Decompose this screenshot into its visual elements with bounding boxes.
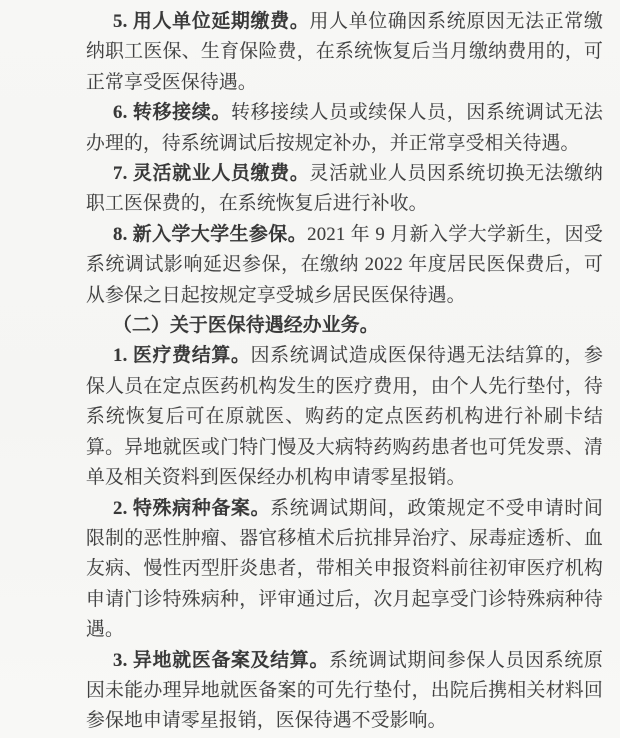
paragraph-5-lead: 5. 用人单位延期缴费。: [113, 11, 310, 32]
paragraph-2-special-disease-filing: [86, 494, 603, 646]
paragraph-8-body: 2021 年 9 月新入学大学新生，因受系统调试影响延迟参保，在缴纳 2022 年度居民医保费后，可从参保之日起按规定享受城乡居民医保待遇。: [86, 223, 603, 306]
section-heading-lead: （二）关于医保待遇经办业务。: [113, 315, 379, 337]
paragraph-3-remote-medical-filing-settlement: [86, 646, 603, 737]
paragraph-6-lead: 6. 转移接续。: [113, 102, 232, 124]
paragraph-5-body: 用人单位确因系统原因无法正常缴纳职工医保、生育保险费，在系统恢复后当月缴纳费用的，可正常享受医保待遇。: [86, 11, 604, 93]
paragraph-8-new-college-students-enrollment: [86, 220, 603, 311]
paragraph-2-lead: 2. 特殊病种备案。: [113, 497, 271, 519]
paragraph-7-body: 灵活就业人员因系统切换无法缴纳职工医保费的，在系统恢复后进行补收。: [86, 163, 604, 215]
paragraph-8-lead: 8. 新入学大学生参保。: [113, 223, 308, 245]
paragraph-7-flexible-employment-payment: [86, 159, 603, 220]
paragraph-3-lead: 3. 异地就医备案及结算。: [113, 649, 330, 671]
paragraph-2-body: 系统调试期间，政策规定不受申请时间限制的恶性肿瘤、器官移植术后抗排异治疗、尿毒症透析、血友病、慢性丙型肝炎患者，带相关申报资料前往初审医疗机构申请门诊特殊病种，评审通过后，次月起享受门诊特殊病种待遇。: [86, 497, 604, 641]
paragraph-1-lead: 1. 医疗费结算。: [113, 345, 251, 367]
paragraph-3-body: 系统调试期间参保人员因系统原因未能办理异地就医备案的可先行垫付，出院后携相关材料回参保地申请零星报销，医保待遇不受影响。: [86, 649, 603, 732]
paragraph-1-medical-expense-settlement: [86, 341, 603, 493]
paragraph-6-body: 转移接续人员或续保人员，因系统调试无法办理的，待系统调试后按规定补办，并正常享受相关待遇。: [86, 102, 603, 154]
section-heading-benefit-services: [86, 311, 603, 341]
paragraph-5-employer-deferred-payment: [86, 7, 603, 98]
paragraph-1-body: 因系统调试造成医保待遇无法结算的，参保人员在定点医药机构发生的医疗费用，由个人先行垫付，待系统恢复后可在原就医、购药的定点医药机构进行补刷卡结算。异地就医或门特门慢及大病特药购药患者也可凭发票、清单及相关资料到医保经办机构申请零星报销。: [86, 345, 603, 489]
paragraph-6-transfer-continuation: [86, 98, 603, 159]
paragraph-7-lead: 7. 灵活就业人员缴费。: [113, 163, 310, 185]
